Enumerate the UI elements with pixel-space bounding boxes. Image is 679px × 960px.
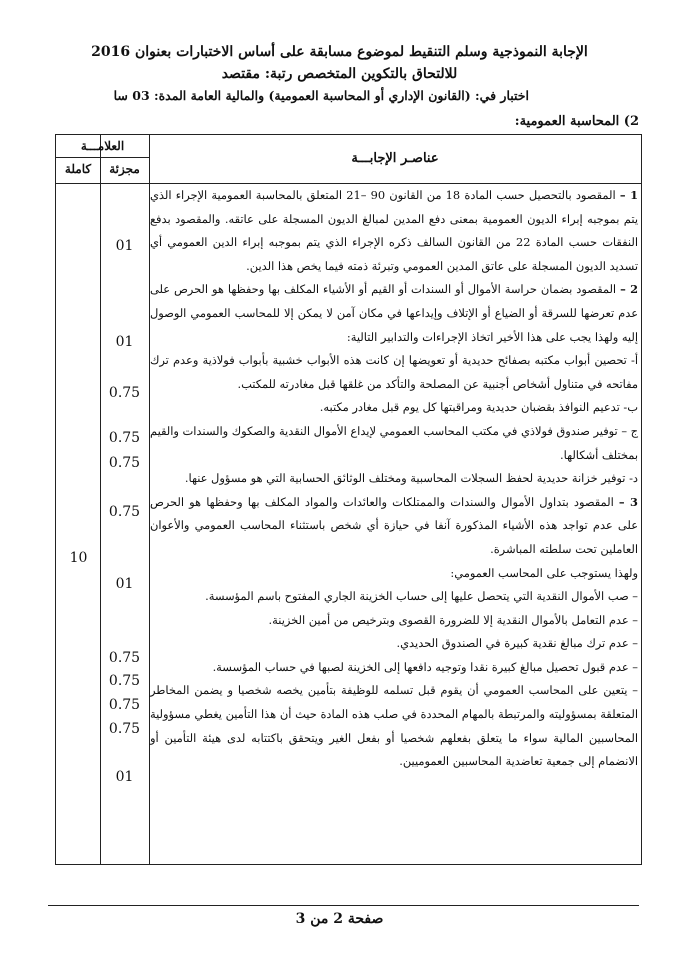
answer-content bbox=[150, 184, 638, 774]
answer-text: المقصود بضمان حراسة الأموال أو السندات أو القيم أو الأشياء المكلف بها وحفظها هو الحرص على عدم تعرضها للسرقة أو الضياع أو الإتلاف وإيداعها في مكان آمن لا يمكن إلا للمحاسب العمومي الوصول إليه ولهذا يجب على هذا الأخير اتخاذ الإجراءات والتدابير التالية: bbox=[150, 282, 638, 344]
answer-paragraph bbox=[150, 278, 638, 349]
answer-item: ولهذا يستوجب على المحاسب العمومي: bbox=[450, 565, 638, 580]
partial-mark: 01 bbox=[115, 769, 134, 785]
partial-mark: 0.75 bbox=[108, 721, 141, 737]
point-number: 3 – bbox=[618, 494, 638, 509]
answer-item: ب- تدعيم النوافذ بقضبان حديدية ومراقبتها كل يوم قبل مغادر مكتبه. bbox=[319, 400, 638, 415]
answer-item: ج – توفير صندوق فولاذي في مكتب المحاسب العمومي لإيداع الأموال النقدية والصكوك والسندات والقيم بمختلف أشكالها. bbox=[149, 423, 638, 462]
partial-header: مجزئة bbox=[109, 162, 140, 176]
answer-item: – عدم ترك مبالغ نقدية كبيرة في الصندوق الحديدي. bbox=[396, 636, 638, 651]
footer-divider bbox=[48, 905, 639, 906]
answer-text: المقصود بالتحصيل حسب المادة 18 من القانون 90 –21 المتعلق بالمحاسبة العمومية الإجراء الذي يتم بموجبه إبراء الديون العمومية بمعنى دفع المدين لمبالغ الديون المسجلة على عاتقه. والمقصود بدفع النفقات حسب المادة 22 من القانون السالف ذكره الإجراء الذي يتم بموجبه إبراء الدين العمومي أي تسديد الديون المسجلة على عاتق المدين العمومي وتبرئة ذمته فيما يخص هذا الدين. bbox=[150, 188, 638, 273]
header-line-3: اختبار في: (القانون الإداري أو المحاسبة العمومية) والمالية العامة المدة: 03 سا bbox=[113, 88, 529, 103]
answer-paragraph bbox=[150, 491, 638, 562]
partial-mark: 0.75 bbox=[108, 385, 141, 401]
header-line-2: للالتحاق بالتكوين المتخصص رتبة: مقتصد bbox=[221, 66, 458, 82]
section-title: 2) المحاسبة العمومية: bbox=[514, 114, 639, 129]
partial-mark: 01 bbox=[115, 238, 134, 254]
point-number: 1 – bbox=[619, 188, 638, 202]
table-divider bbox=[100, 135, 101, 864]
partial-mark: 01 bbox=[115, 576, 134, 592]
answer-item: – صب الأموال النقدية التي يتحصل عليها إلى حساب الخزينة الجاري المفتوح باسم المؤسسة. bbox=[205, 589, 638, 604]
partial-mark: 0.75 bbox=[108, 504, 141, 520]
answer-item: أ- تحصين أبواب مكتبه بصفائح حديدية أو تعويضها إن كانت هذه الأبواب خشبية بأبواب فولاذية وعدم ترك مفاتحه في متناول أشخاص أجنبية عن المصلحة والتأكد من غلقها قبل مغادرته للمكتب. bbox=[150, 353, 638, 391]
partial-mark: 0.75 bbox=[108, 697, 141, 713]
answer-header: عناصـر الإجابـــة bbox=[351, 151, 439, 166]
partial-mark: 0.75 bbox=[108, 455, 141, 471]
header-line-1: الإجابة النموذجية وسلم التنقيط لموضوع مسابقة على أساس الاختبارات بعنوان 2016 bbox=[91, 44, 588, 60]
answer-item: – عدم قبول تحصيل مبالغ كبيرة نقدا وتوجيه دافعها إلى الخزينة لصبها في حساب المؤسسة. bbox=[212, 659, 638, 674]
partial-mark: 0.75 bbox=[108, 650, 141, 666]
partial-mark: 0.75 bbox=[108, 430, 141, 446]
answer-item: – عدم التعامل بالأموال النقدية إلا للضرورة القصوى وبترخيص من أمين الخزينة. bbox=[268, 612, 638, 627]
point-number: 2 – bbox=[620, 282, 638, 297]
total-mark: 10 bbox=[69, 550, 88, 566]
answer-text: المقصود بتداول الأموال والسندات والممتلكات والعائدات والمواد المكلف بها وحفظها هو الحرص على عدم تواجد هذه الأشياء المذكورة آنفا في حيازة أي شخص باستثناء المحاسب العمومي والأعوان العاملين تحت سلطته المباشرة. bbox=[150, 494, 638, 556]
grade-header: العلامـــة bbox=[80, 139, 125, 153]
full-header: كاملة bbox=[64, 162, 92, 176]
answer-paragraph bbox=[150, 184, 638, 278]
table-divider bbox=[56, 157, 149, 158]
page-number: صفحة 2 من 3 bbox=[295, 911, 384, 927]
answer-item: د- توفير خزانة حديدية لحفظ السجلات المحاسبية ومختلف الوثائق الحسابية التي هو مسؤول عنها. bbox=[184, 471, 638, 486]
partial-mark: 01 bbox=[115, 334, 134, 350]
partial-mark: 0.75 bbox=[108, 673, 141, 689]
answer-item: – يتعين على المحاسب العمومي أن يقوم قبل تسلمه للوظيفة بتأمين يخصه شخصيا و يضمن المخاطر المتعلقة بمسؤوليته والمرتبطة بالمهام المحددة في صلب هذه المادة حيث أن هذا التأمين يغطي مسؤولية المحاسبين المالية سواء ما يتعلق بفعلهم شخصيا أو بفعل الغير ويتحقق باكتتابه لدى هيئة التأمين أو الانضمام إلى جمعية تعاضدية المحاسبين العموميين. bbox=[150, 683, 638, 769]
